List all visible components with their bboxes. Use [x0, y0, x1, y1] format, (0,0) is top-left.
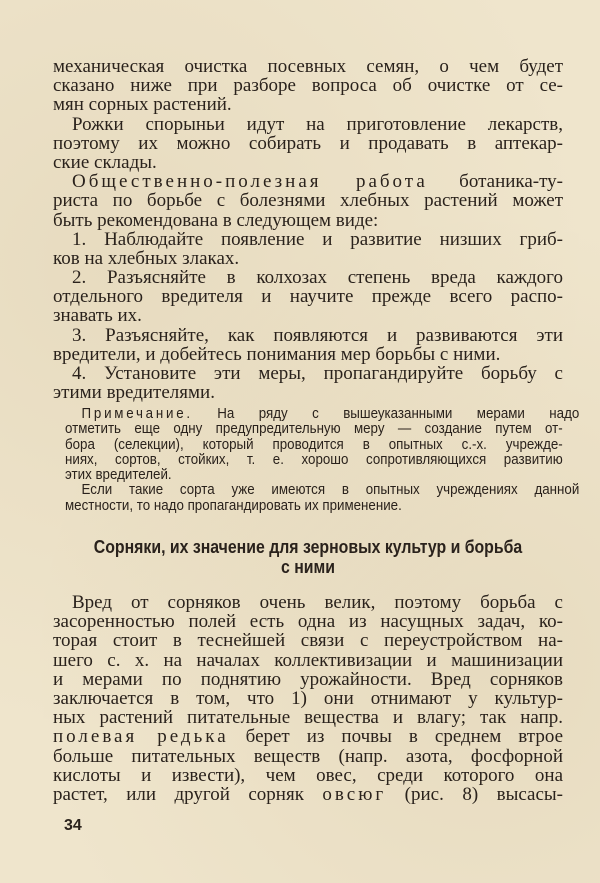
text-line: сказано ниже при разборе вопроса об очистке от се- [53, 75, 563, 97]
main-text-top [53, 57, 563, 402]
section-heading-line-1: Сорняки, их значение для зерновых культур и борьба [93, 537, 523, 557]
spaced-emphasis: полевая редька [53, 726, 229, 748]
main-text-bottom [53, 593, 563, 804]
text-line: местности, то надо пропагандировать их применение. [65, 497, 402, 514]
text-line: быть рекомендована в следующем виде: [53, 209, 379, 231]
text-line: ных растений питательные вещества и влагу; так напр. [53, 707, 563, 729]
paragraph [53, 57, 563, 115]
spaced-emphasis: Примечание. [81, 406, 193, 422]
paragraph [53, 115, 563, 173]
paragraph [53, 172, 563, 230]
spaced-emphasis: овсюг [322, 783, 387, 805]
text-line: знавать их. [53, 305, 142, 327]
page-number: 34 [64, 817, 82, 834]
section-heading-line-2: с ними [281, 557, 335, 577]
text-line: Вред от сорняков очень велик, поэтому борьба с [72, 592, 563, 613]
text-line: ков на хлебных злаках. [53, 247, 240, 269]
text-line: 4. Установите эти меры, пропагандируйте борьбу с [72, 363, 563, 384]
text-line: шего с. х. на началах коллективизации и машинизации [53, 649, 563, 671]
text-line: 1. Наблюдайте появление и развитие низших гриб- [72, 228, 563, 250]
paragraph [53, 268, 563, 326]
text-line: кислоты и извести), чем овес, среди которого она [53, 764, 563, 786]
text-line [53, 727, 563, 746]
text-line [65, 407, 579, 422]
text-line: засоренностью полей есть одна из насущных задач, ко- [53, 611, 563, 633]
section-heading [53, 537, 563, 577]
text-line: заключается в том, что 1) они отнимают у культур- [53, 687, 563, 709]
text-line: 3. Разъясняйте, как появляются и развиваются эти [72, 324, 563, 346]
text-line: бора (селекции), который проводится в опытных с.-х. учрежде- [65, 436, 563, 453]
text-line: отдельного вредителя и научите прежде всего распо- [53, 286, 563, 308]
paragraph [53, 593, 563, 804]
text-line [53, 785, 563, 804]
text-line [53, 172, 563, 191]
text-line: ские склады. [53, 151, 157, 173]
text-segment: На ряду с вышеуказанными мерами надо [192, 406, 580, 422]
text-line: вредители, и добейтесь понимания мер борьбы с ними. [53, 343, 501, 365]
text-line: больше питательных веществ (напр. азота, фосфорной [53, 745, 563, 767]
paragraph [53, 364, 563, 402]
text-line: Рожки спорыньи идут на приготовление лекарств, [72, 113, 563, 135]
paragraph [53, 230, 563, 268]
text-line: 2. Разъясняйте в колхозах степень вреда каждого [72, 267, 563, 289]
text-segment: (рис. 8) высасы- [386, 783, 563, 805]
text-line: поэтому их можно собирать и продавать в аптекар- [53, 132, 563, 154]
text-line: этих вредителей. [65, 467, 172, 484]
text-line: Если такие сорта уже имеются в опытных учреждениях данной [81, 482, 580, 499]
text-line: этими вредителями. [53, 382, 215, 404]
paragraph [65, 406, 580, 484]
text-segment: берет из почвы в среднем втрое [228, 726, 563, 748]
text-line: риста по борьбе с болезнями хлебных растений может [53, 190, 563, 212]
text-line: мян сорных растений. [53, 94, 232, 116]
text-line: отметить еще одну предупредительную меру — создание путем от- [65, 421, 563, 438]
paragraph [53, 326, 563, 364]
text-line: торая стоит в теснейшей связи с переустройством на- [53, 630, 563, 652]
text-line: механическая очистка посевных семян, о чем будет [53, 56, 563, 77]
text-segment: ботаника-ту- [427, 171, 563, 193]
text-line: и мерами по поднятию урожайности. Вред сорняков [53, 668, 563, 690]
spaced-emphasis: Общественно-полезная работа [72, 171, 428, 193]
text-line: ниях, сортов, стойких, т. е. хорошо сопротивляющихся развитию [65, 451, 563, 468]
text-segment: растет, или другой сорняк [53, 783, 323, 805]
footnote-remark [65, 406, 580, 514]
paragraph [65, 482, 580, 514]
